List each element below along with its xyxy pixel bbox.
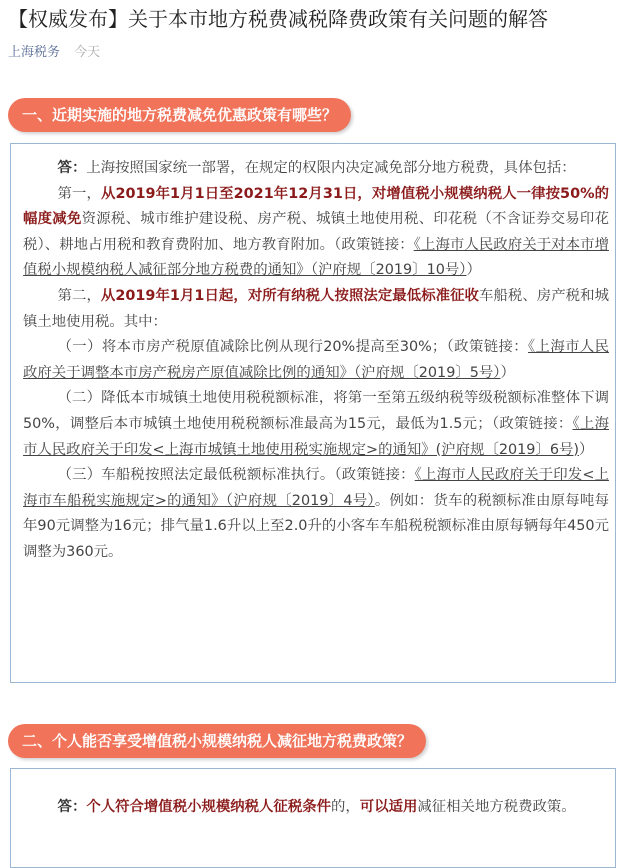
article-title: 【权威发布】关于本市地方税费减税降费政策有关问题的解答 <box>8 7 548 31</box>
item-property-tax <box>23 335 609 386</box>
policy-link-4[interactable]: 《上海市人民政府关于印发<上海市车船税实施规定>的通知》（沪府规〔2019〕4号） <box>23 467 609 509</box>
policy-first-prefix: 第一， <box>57 185 101 202</box>
item-vehicle-tax <box>23 463 609 565</box>
individual-text: 减征相关地方税费政策。 <box>417 799 576 815</box>
answer-individual <box>23 795 609 821</box>
individual-applicable: 可以适用 <box>359 799 418 815</box>
answer-intro-text: 上海按照国家统一部署，在规定的权限内决定减免部分地方税费，具体包括： <box>86 160 576 176</box>
answer-label-2: 答： <box>57 799 87 815</box>
policy-second-emphasis: 从2019年1月1日起，对所有纳税人按照法定最低标准征收 <box>100 287 479 304</box>
item-land-use-tax <box>23 386 609 463</box>
item-property-tax-text: （一）将本市房产税原值减除比例从现行20%提高至30%；（政策链接： <box>57 339 528 356</box>
policy-first-text: 资源税、城市维护建设税、房产税、城镇土地使用税、印花税（不含证券交易印花税）、耕地占用税和教育费附加、地方教育附加。 <box>23 211 609 253</box>
item-property-tax-close: ） <box>500 364 515 381</box>
publish-date: 今天 <box>74 45 101 60</box>
individual-condition: 个人符合增值税小规模纳税人征税条件 <box>86 799 331 815</box>
item-land-use-tax-text: （二）降低本市城镇土地使用税税额标准，将第一至第五级纳税等级税额标准整体下调50%，调整后本市城镇土地使用税税额标准最高为15元，最低为1.5元；（政策链接： <box>23 390 609 432</box>
account-name[interactable]: 上海税务 <box>8 45 61 60</box>
answer-label: 答： <box>57 160 87 176</box>
policy-second-text: 车船税、房产税和城镇土地使用税。其中： <box>23 287 609 330</box>
policy-link-10[interactable]: 《上海市人民政府关于对本市增值税小规模纳税人减征部分地方税费的通知》（沪府规〔2019〕10号） <box>23 236 609 279</box>
policy-first <box>23 182 609 284</box>
individual-mid: 的， <box>331 799 360 815</box>
item-vehicle-tax-text: （三）车船税按照法定最低税额标准执行。（政策链接： <box>57 467 415 484</box>
section1-box <box>10 143 616 683</box>
policy-second <box>23 284 609 335</box>
policy-link-6[interactable]: 《上海市人民政府关于印发<上海市城镇土地使用税实施规定>的通知》(沪府规〔2019〕6号) <box>23 415 609 458</box>
section2-box <box>10 768 616 868</box>
section1-heading: 一、近期实施的地方税费减免优惠政策有哪些？ <box>8 98 351 132</box>
section2-heading: 二、个人能否享受增值税小规模纳税人减征地方税费政策？ <box>8 724 426 758</box>
policy-first-emphasis: 从2019年1月1日至2021年12月31日，对增值税小规模纳税人一律按50%的幅度减免 <box>23 185 609 228</box>
policy-link-5[interactable]: 《上海市人民政府关于调整本市房产税房产原值减除比例的通知》（沪府规〔2019〕5号） <box>23 339 609 381</box>
article-meta <box>8 44 100 62</box>
item-vehicle-tax-text2: 。例如：货车的税额标准由原每吨每年90元调整为16元；排气量1.6升以上至2.0升的小客车车船税税额标准由原每辆每年450元调整为360元。 <box>23 492 609 560</box>
answer-intro <box>23 156 609 182</box>
policy-link-label: （政策链接： <box>334 236 414 253</box>
item-land-use-tax-close: ） <box>579 441 594 458</box>
policy-link-close: ） <box>466 262 481 279</box>
policy-second-prefix: 第二， <box>57 287 101 304</box>
